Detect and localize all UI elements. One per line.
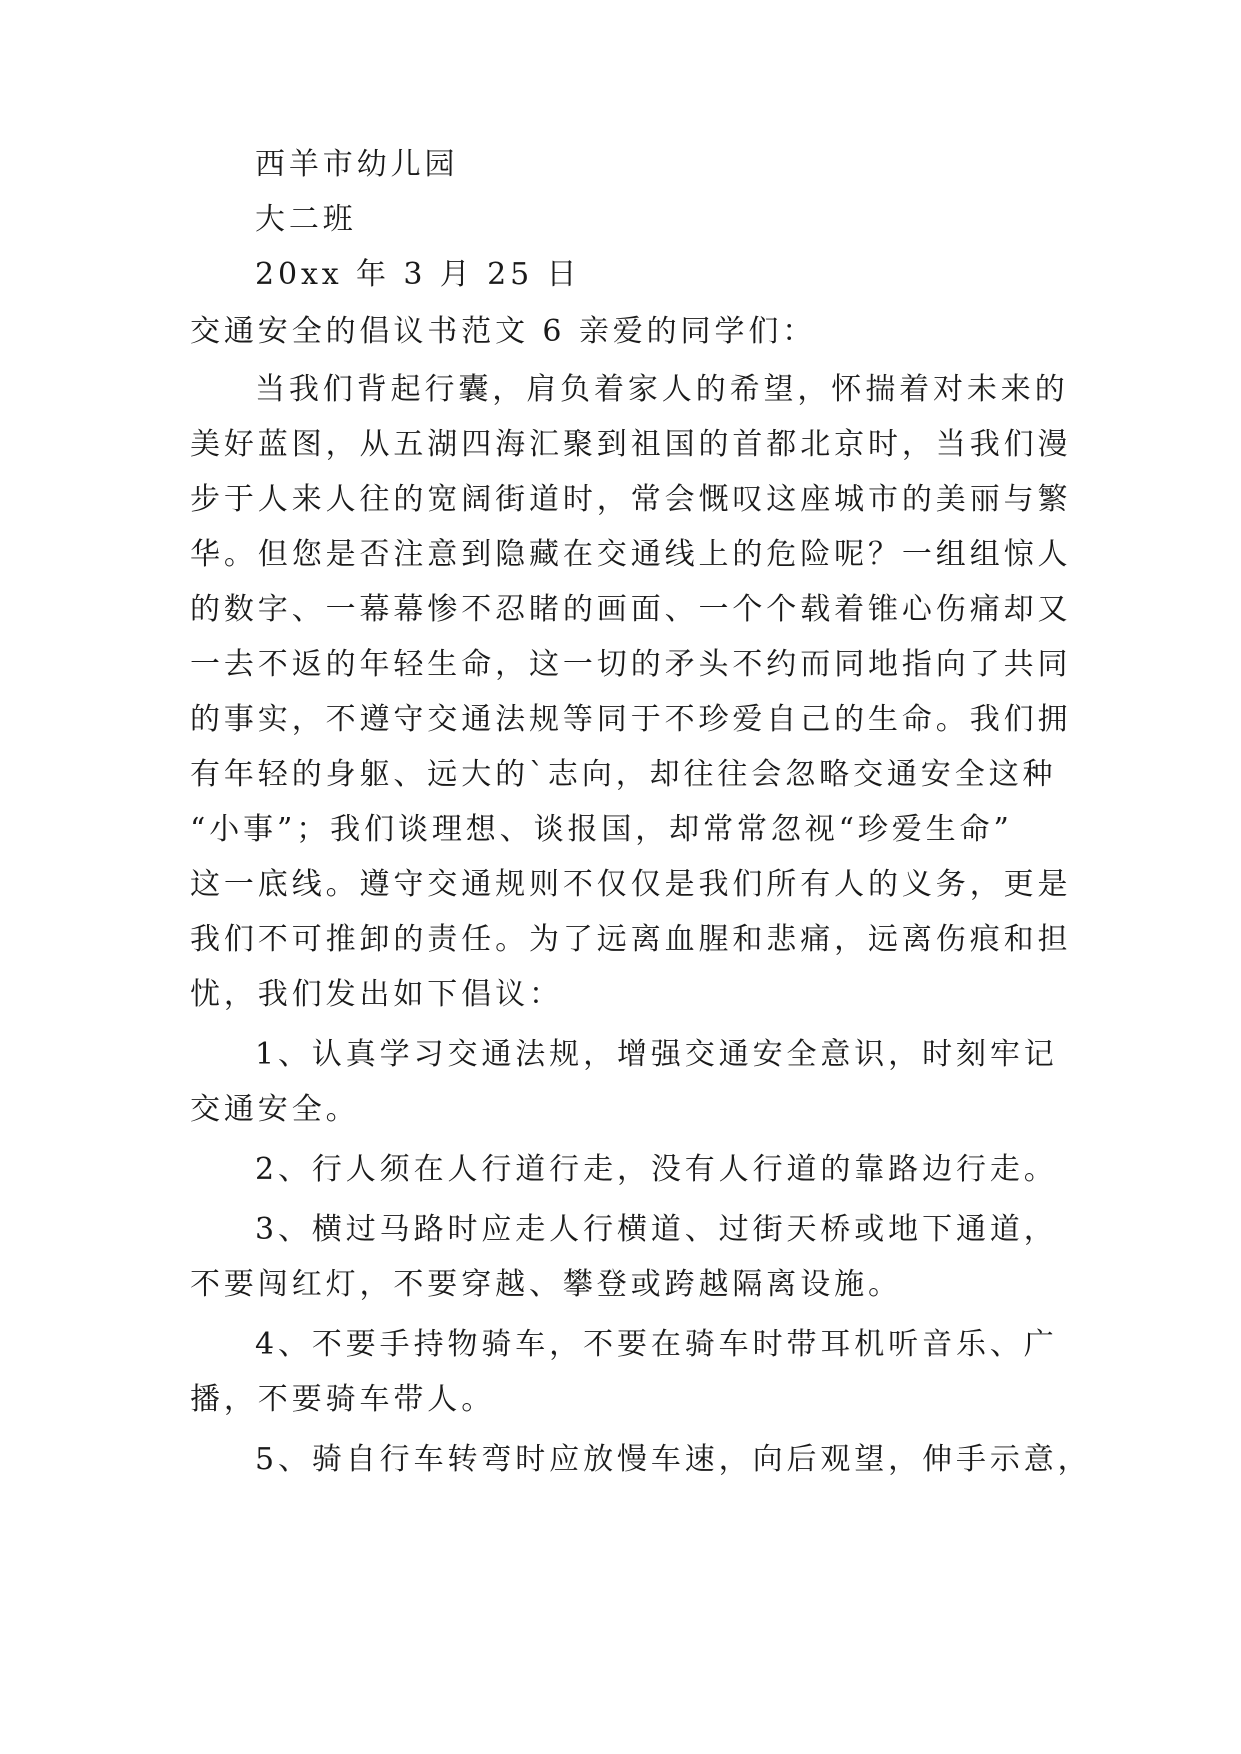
paragraph-1-line: 一去不返的年轻生命，这一切的矛头不约而同地指向了共同 [190,647,1072,682]
paragraph-1-line: 美好蓝图，从五湖四海汇聚到祖国的首都北京时，当我们漫 [190,427,1072,462]
paragraph-1-line: 忧，我们发出如下倡议： [190,977,563,1012]
item-4-line: 4、不要手持物骑车，不要在骑车时带耳机听音乐、广 [255,1327,1058,1362]
paragraph-1-line: 的数字、一幕幕惨不忍睹的画面、一个个载着锥心伤痛却又 [190,592,1072,627]
paragraph-1-line: “小事”；我们谈理想、谈报国，却常常忽视“珍爱生命” [190,812,1013,847]
item-2-line: 2、行人须在人行道行走，没有人行道的靠路边行走。 [255,1152,1058,1187]
paragraph-1-line: 步于人来人往的宽阔街道时，常会慨叹这座城市的美丽与繁 [190,482,1072,517]
item-3-line: 3、横过马路时应走人行横道、过街天桥或地下通道， [255,1212,1058,1247]
item-1-line: 交通安全。 [190,1092,360,1127]
item-1-line: 1、认真学习交通法规，增强交通安全意识，时刻牢记 [255,1037,1058,1072]
class-name: 大二班 [255,202,357,237]
item-4-line: 播，不要骑车带人。 [190,1382,496,1417]
date-line: 20xx 年 3 月 25 日 [255,257,581,292]
paragraph-1-line: 有年轻的身躯、远大的`志向，却往往会忽略交通安全这种 [190,757,1057,792]
document-title: 交通安全的倡议书范文 6 亲爱的同学们： [190,314,817,349]
paragraph-1-line: 的事实，不遵守交通法规等同于不珍爱自己的生命。我们拥 [190,702,1072,737]
paragraph-1-line: 我们不可推卸的责任。为了远离血腥和悲痛，远离伤痕和担 [190,922,1072,957]
item-3-line: 不要闯红灯，不要穿越、攀登或跨越隔离设施。 [190,1267,902,1302]
paragraph-1-line: 这一底线。遵守交通规则不仅仅是我们所有人的义务，更是 [190,867,1072,902]
item-5-line: 5、骑自行车转弯时应放慢车速，向后观望，伸手示意， [255,1442,1092,1477]
kindergarten-name: 西羊市幼儿园 [255,147,459,182]
paragraph-1-line: 华。但您是否注意到隐藏在交通线上的危险呢？一组组惊人 [190,537,1072,572]
paragraph-1-line: 当我们背起行囊，肩负着家人的希望，怀揣着对未来的 [255,372,1069,407]
